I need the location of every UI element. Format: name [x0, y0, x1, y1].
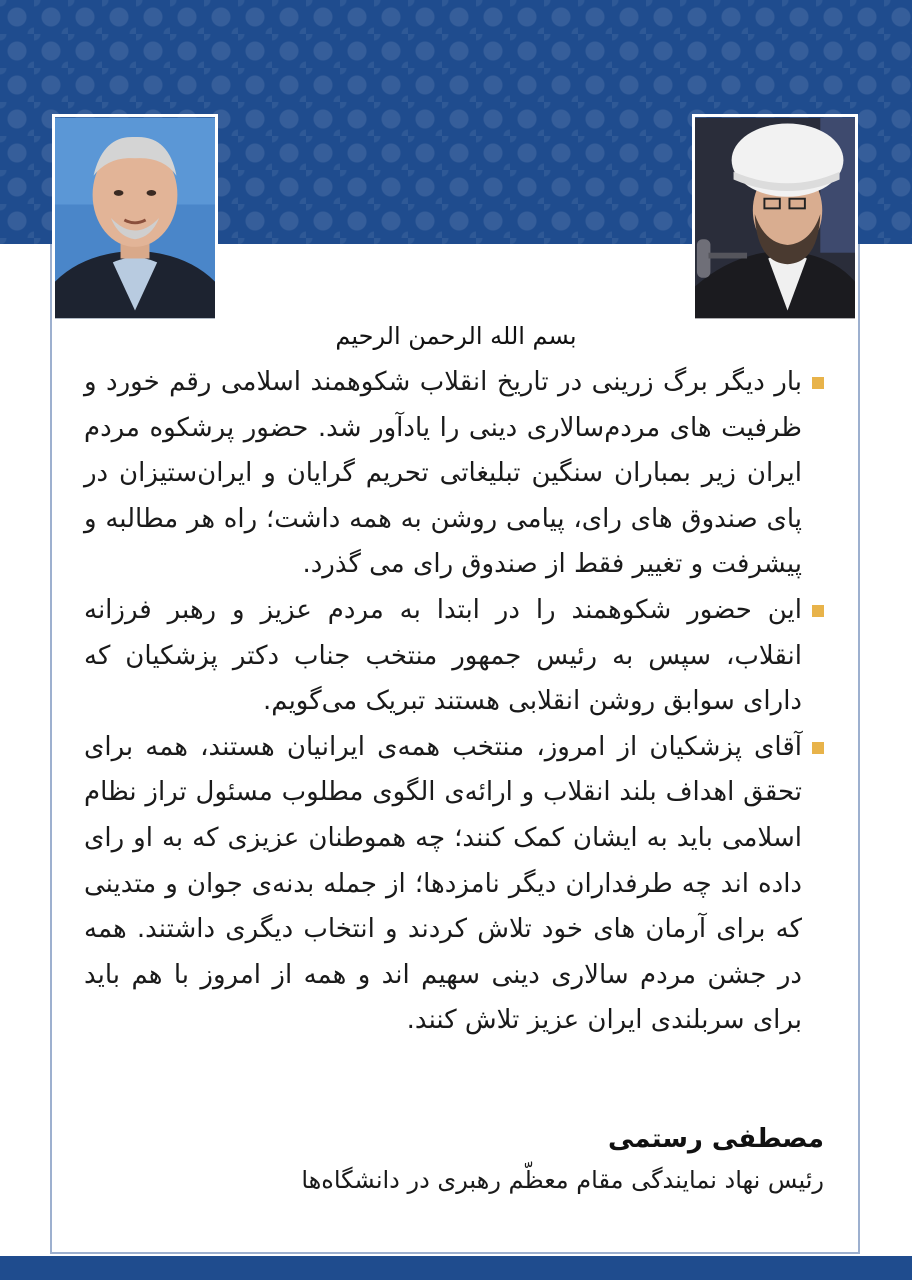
paragraph-text: این حضور شکوهمند را در ابتدا به مردم عزیز و رهبر فرزانه انقلاب، سپس به رئیس جمهور منتخب جناب دکتر پزشکیان که دارای سوابق روشن انقلابی هستند تبریک می‌گویم.: [84, 594, 802, 717]
footer-band: [0, 1256, 912, 1280]
statement-body: [84, 360, 824, 1044]
paragraph-3: [84, 725, 824, 1044]
square-bullet-icon: [812, 605, 824, 617]
signer-name: مصطفی رستمی: [608, 1124, 824, 1154]
square-bullet-icon: [812, 742, 824, 754]
paragraph-text: آقای پزشکیان از امروز، منتخب همه‌ی ایرانیان هستند، همه برای تحقق اهداف بلند انقلاب و ارائه‌ی الگوی مطلوب مسئول تراز نظام اسلامی باید به ایشان کمک کنند؛ چه هموطنان عزیزی که به او رای داده اند چه طرفداران دیگر نامزدها؛ از جمله بدنه‌ی جوان و متدینی که برای آرمان های خود تلاش کردند و انتخاب دیگری داشتند. همه در جشن مردم سالاری دینی سهیم اند و همه از امروز با هم باید برای سربلندی ایران عزیز تلاش کنند.: [84, 731, 802, 1036]
bismillah-heading: بسم الله الرحمن الرحیم: [335, 322, 577, 350]
portrait-photo-icon: [55, 117, 215, 319]
right-portrait-photo: [692, 114, 858, 322]
paragraph-text: بار دیگر برگ زرینی در تاریخ انقلاب شکوهمند اسلامی رقم خورد و ظرفیت های مردم‌سالاری دینی را یادآور شد. حضور پرشکوه مردم ایران زیر بمباران سنگین تبلیغاتی تحریم گرایان و ایران‌ستیزان در پای صندوق های رای، پیامی روشن به همه داشت؛ راه هر مطالبه و پیشرفت و تغییر فقط از صندوق رای می گذرد.: [84, 367, 802, 580]
portrait-photo-icon: [695, 117, 855, 319]
paragraph-2: [84, 588, 824, 725]
square-bullet-icon: [812, 377, 824, 389]
left-portrait-photo: [52, 114, 218, 322]
paragraph-1: [84, 360, 824, 588]
signer-title: رئیس نهاد نمایندگی مقام معظّم رهبری در دانشگاه‌ها: [301, 1166, 824, 1194]
